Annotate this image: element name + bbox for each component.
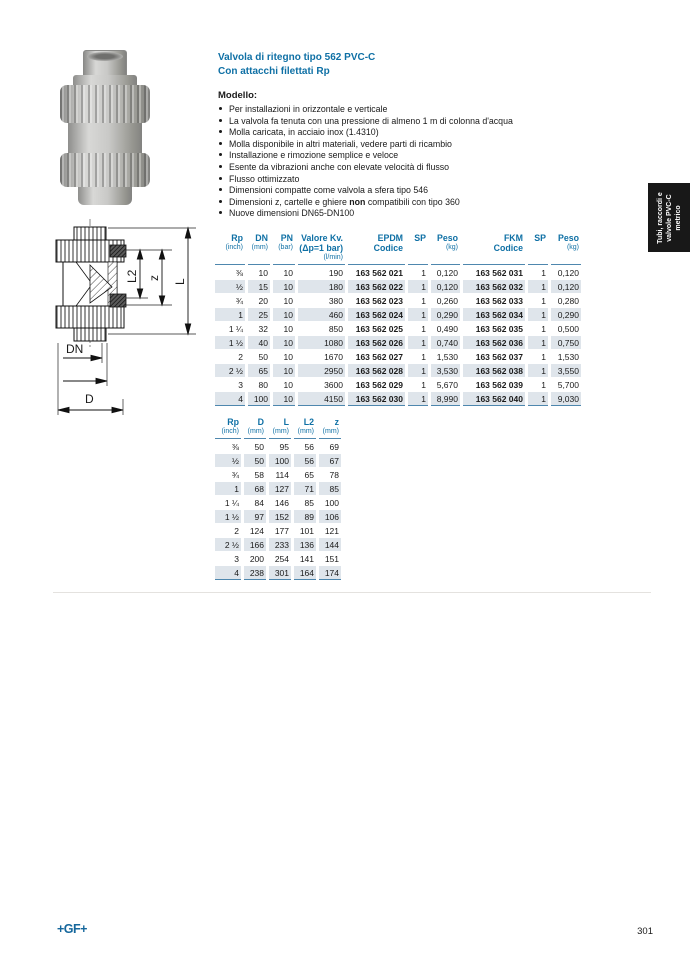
col-header-fkm-code: FKM Codice xyxy=(463,233,525,265)
table-cell: 163 562 039 xyxy=(475,379,523,390)
side-tab-line: Tubi, raccordi e xyxy=(656,191,664,244)
table-row xyxy=(215,308,581,321)
table-cell: 163 562 032 xyxy=(463,280,525,293)
col-header-sp-fkm: SP xyxy=(528,233,548,265)
table-cell: 2 ½ xyxy=(215,538,241,551)
table-cell: 1 ½ xyxy=(215,510,241,523)
table-cell: 4150 xyxy=(298,392,345,406)
table-row xyxy=(215,392,581,406)
dim-label-l2: L2 xyxy=(125,269,139,283)
bullet-icon xyxy=(219,153,222,156)
table-cell: 10 xyxy=(273,392,295,406)
table-cell: 56 xyxy=(294,454,316,467)
bullet-item xyxy=(218,197,638,209)
table-cell: 0,740 xyxy=(431,336,460,349)
bullet-icon xyxy=(219,188,222,191)
gf-logo: +GF+ xyxy=(57,922,87,936)
table-cell: 163 562 027 xyxy=(355,351,403,362)
valve-photo xyxy=(55,50,155,206)
table-cell: 97 xyxy=(244,510,266,523)
table-cell: 0,500 xyxy=(557,323,579,334)
table-cell: 1 xyxy=(541,295,546,306)
side-tab-line: valvole PVC-C xyxy=(665,193,673,242)
model-heading: Modello: xyxy=(218,90,258,101)
page-number: 301 xyxy=(637,926,653,937)
table-cell: 163 562 033 xyxy=(475,295,523,306)
table-cell: 1,530 xyxy=(436,351,458,362)
col-header-d: D (mm) xyxy=(244,417,266,439)
table-cell: 163 562 037 xyxy=(475,351,523,362)
table-cell: 0,290 xyxy=(431,308,460,321)
table-cell: 200 xyxy=(249,553,264,564)
table-cell: ¾ xyxy=(235,295,243,306)
bullet-item xyxy=(218,127,638,139)
table-cell: 25 xyxy=(248,308,270,321)
dimension-drawing xyxy=(36,219,214,421)
table-cell: 238 xyxy=(244,566,266,580)
table-cell: 50 xyxy=(244,454,266,467)
table-cell: 1 xyxy=(421,351,426,362)
table-cell: 174 xyxy=(319,566,341,580)
table-cell: 8,990 xyxy=(431,392,460,406)
bullet-text: Flusso ottimizzato xyxy=(229,173,300,184)
table-cell: 146 xyxy=(274,497,289,508)
table-cell: 50 xyxy=(258,351,268,362)
table-cell: 3 xyxy=(238,379,243,390)
table-cell: 3,530 xyxy=(431,364,460,377)
bullet-item xyxy=(218,174,638,186)
bullet-icon xyxy=(219,130,222,133)
table-cell: 10 xyxy=(273,364,295,377)
table-cell: 163 562 026 xyxy=(348,336,405,349)
table-row xyxy=(215,378,581,391)
table-row xyxy=(215,496,341,509)
col-header-peso-fkm: Peso (kg) xyxy=(551,233,581,265)
table-cell: 301 xyxy=(269,566,291,580)
table-cell: 1 xyxy=(541,351,546,362)
table-cell: 1 xyxy=(528,280,548,293)
col-header-epdm-code: EPDM Codice xyxy=(348,233,405,265)
bullet-icon xyxy=(219,119,222,122)
dim-label-l: L xyxy=(173,278,187,285)
model-bullet-list xyxy=(218,104,638,220)
table-cell: 1 xyxy=(408,392,428,406)
table-cell: 2950 xyxy=(298,364,345,377)
table-cell: 100 xyxy=(269,454,291,467)
table-cell: 121 xyxy=(324,525,339,536)
table-cell: 2 ½ xyxy=(215,364,245,377)
table-cell: 80 xyxy=(258,379,268,390)
col-header-dn: DN (mm) xyxy=(248,233,270,265)
bullet-item xyxy=(218,150,638,162)
table-row xyxy=(215,510,341,523)
table-cell: 3,550 xyxy=(551,364,581,377)
table-cell: 0,120 xyxy=(436,267,458,278)
table-cell: 151 xyxy=(324,553,339,564)
chapter-side-tab-text xyxy=(648,183,690,252)
table-cell: 9,030 xyxy=(551,392,581,406)
table-cell: 163 562 025 xyxy=(355,323,403,334)
table-cell: ⅜ xyxy=(235,267,243,278)
table-row xyxy=(215,266,581,279)
table-cell: 124 xyxy=(249,525,264,536)
table-cell: 1 xyxy=(408,364,428,377)
bullet-icon xyxy=(219,211,222,214)
table-cell: 1 xyxy=(541,379,546,390)
table-cell: 114 xyxy=(275,469,289,480)
table-row xyxy=(215,294,581,307)
table-cell: 4 xyxy=(215,566,241,580)
table-cell: 100 xyxy=(324,497,339,508)
table-row xyxy=(215,440,341,453)
table-cell: 163 562 035 xyxy=(475,323,523,334)
table-cell: 84 xyxy=(254,497,264,508)
bullet-text: Per installazioni in orizzontale e verticale xyxy=(229,104,388,114)
table-row xyxy=(215,552,341,565)
col-header-z: z (mm) xyxy=(319,417,341,439)
table-row xyxy=(215,280,581,293)
table-cell: 460 xyxy=(298,308,345,321)
bullet-icon xyxy=(219,165,222,168)
bullet-item xyxy=(218,162,638,174)
table-cell: 1 xyxy=(541,323,546,334)
bullet-icon xyxy=(219,177,222,180)
table-cell: 71 xyxy=(294,482,316,495)
table-cell: 0,290 xyxy=(551,308,581,321)
table-cell: 136 xyxy=(294,538,316,551)
dim-label-d: D xyxy=(85,392,94,406)
table-cell: 10 xyxy=(283,267,293,278)
bullet-item xyxy=(218,185,638,197)
table-row xyxy=(215,524,341,537)
table-cell: 1 xyxy=(408,336,428,349)
table-cell: 141 xyxy=(299,553,314,564)
table-cell: 3 xyxy=(234,553,239,564)
col-header-peso-epdm: Peso (kg) xyxy=(431,233,460,265)
valve-photo-union-nut-top xyxy=(60,85,150,123)
table-cell: 163 562 034 xyxy=(463,308,525,321)
table-cell: 254 xyxy=(274,553,289,564)
table-cell: 177 xyxy=(274,525,289,536)
table-cell: 10 xyxy=(283,323,293,334)
table-cell: 0,260 xyxy=(436,295,458,306)
table-cell: 1,530 xyxy=(557,351,579,362)
col-header-rp2: Rp (inch) xyxy=(215,417,241,439)
page-title-line2: Con attacchi filettati Rp xyxy=(218,66,330,77)
table-cell: 163 562 024 xyxy=(348,308,405,321)
bullet-text: Dimensioni compatte come valvola a sfera tipo 546 xyxy=(229,185,429,196)
table-cell: 166 xyxy=(244,538,266,551)
table-cell: ⅜ xyxy=(231,441,239,452)
table-cell: 100 xyxy=(248,392,270,406)
section-divider xyxy=(53,592,651,593)
table-cell: 850 xyxy=(328,323,343,334)
valve-photo-shoulder xyxy=(73,75,137,85)
valve-photo-top-pipe xyxy=(83,50,127,75)
table-cell: 1 xyxy=(528,336,548,349)
table-cell: 10 xyxy=(283,379,293,390)
dimension-table xyxy=(212,416,344,581)
table-cell: 0,490 xyxy=(436,323,458,334)
table-cell: ¾ xyxy=(231,469,239,480)
bullet-text: Esente da vibrazioni anche con elevate velocità di flusso xyxy=(229,161,450,172)
table-cell: 0,120 xyxy=(431,280,460,293)
col-header-l: L (mm) xyxy=(269,417,291,439)
table-cell: 69 xyxy=(329,441,339,452)
bullet-text: Molla caricata, in acciaio inox (1.4310) xyxy=(229,127,379,138)
table-cell: 180 xyxy=(298,280,345,293)
table-cell: 1 xyxy=(215,482,241,495)
table-cell: 1080 xyxy=(298,336,345,349)
table-cell: 20 xyxy=(258,295,268,306)
table-cell: 163 562 022 xyxy=(348,280,405,293)
order-code-table-header xyxy=(215,233,581,265)
table-cell: 1 xyxy=(528,392,548,406)
table-cell: 85 xyxy=(319,482,341,495)
table-cell: 5,670 xyxy=(436,379,458,390)
dimension-table-header xyxy=(215,417,341,439)
valve-photo-bottom-socket xyxy=(78,187,132,205)
table-cell: 163 562 021 xyxy=(355,267,403,278)
table-cell: 233 xyxy=(269,538,291,551)
table-row xyxy=(215,350,581,363)
table-cell: 68 xyxy=(244,482,266,495)
table-cell: 0,750 xyxy=(551,336,581,349)
table-cell: 32 xyxy=(258,323,268,334)
bullet-item xyxy=(218,116,638,128)
table-cell: 1670 xyxy=(324,351,343,362)
table-cell: 1 ½ xyxy=(215,336,245,349)
table-cell: 67 xyxy=(319,454,341,467)
table-cell: 85 xyxy=(304,497,314,508)
table-cell: 10 xyxy=(273,280,295,293)
table-cell: 1 xyxy=(421,323,426,334)
table-cell: 15 xyxy=(248,280,270,293)
col-header-pn: PN (bar) xyxy=(273,233,295,265)
table-cell: 127 xyxy=(269,482,291,495)
col-header-sp-epdm: SP xyxy=(408,233,428,265)
bullet-icon xyxy=(219,200,222,203)
table-cell: 65 xyxy=(248,364,270,377)
dim-label-z: z xyxy=(147,275,161,281)
table-cell: 1 xyxy=(421,295,426,306)
table-cell: 1 xyxy=(408,308,428,321)
table-cell: 163 562 028 xyxy=(348,364,405,377)
table-cell: 95 xyxy=(279,441,289,452)
table-cell: 1 xyxy=(528,308,548,321)
bullet-text: Dimensioni z, cartelle e ghiere non compatibili con tipo 360 xyxy=(229,196,460,207)
col-header-rp: Rp (inch) xyxy=(215,233,245,265)
table-cell: 2 xyxy=(238,351,243,362)
table-cell: 1 ¼ xyxy=(224,497,239,508)
table-cell: 152 xyxy=(269,510,291,523)
table-row xyxy=(215,482,341,495)
table-cell: 163 562 029 xyxy=(355,379,403,390)
table-cell: 0,120 xyxy=(551,280,581,293)
table-cell: 1 xyxy=(421,267,426,278)
table-cell: 163 562 031 xyxy=(475,267,523,278)
table-row xyxy=(215,566,341,580)
bullet-item xyxy=(218,104,638,116)
table-cell: 1 xyxy=(421,379,426,390)
valve-photo-union-nut-bottom xyxy=(60,153,150,187)
bullet-item xyxy=(218,208,638,220)
table-row xyxy=(215,454,341,467)
table-row xyxy=(215,336,581,349)
bullet-text: Installazione e rimozione semplice e veloce xyxy=(229,150,399,161)
table-cell: 144 xyxy=(319,538,341,551)
table-cell: 58 xyxy=(254,469,264,480)
table-cell: 190 xyxy=(328,267,343,278)
page-title-line1: Valvola di ritegno tipo 562 PVC-C xyxy=(218,52,376,63)
table-cell: 163 562 038 xyxy=(463,364,525,377)
table-cell: 3600 xyxy=(324,379,343,390)
table-cell: 163 562 036 xyxy=(463,336,525,349)
table-cell: 4 xyxy=(215,392,245,406)
col-header-kv: Valore Kv. (Δp=1 bar) (l/min) xyxy=(298,233,345,265)
table-cell: 106 xyxy=(319,510,341,523)
table-cell: 78 xyxy=(329,469,339,480)
table-cell: 163 562 030 xyxy=(348,392,405,406)
bullet-text: La valvola fa tenuta con una pressione di almeno 1 m di colonna d'acqua xyxy=(229,115,513,126)
table-cell: 380 xyxy=(328,295,343,306)
table-row xyxy=(215,322,581,335)
bullet-item xyxy=(218,139,638,151)
table-cell: 10 xyxy=(258,267,268,278)
table-cell: 2 xyxy=(234,525,239,536)
page-title xyxy=(218,51,375,79)
table-cell: 1 ¼ xyxy=(228,323,243,334)
table-cell: 0,120 xyxy=(557,267,579,278)
table-cell: 1 xyxy=(541,267,546,278)
table-cell: 65 xyxy=(304,469,314,480)
order-code-table xyxy=(212,232,584,407)
valve-photo-body xyxy=(68,123,142,153)
table-cell: 101 xyxy=(299,525,314,536)
table-cell: 1 xyxy=(528,364,548,377)
table-cell: 0,280 xyxy=(557,295,579,306)
col-header-l2: L2 (mm) xyxy=(294,417,316,439)
table-cell: 10 xyxy=(273,308,295,321)
table-cell: 56 xyxy=(304,441,314,452)
bullet-text: Molla disponibile in altri materiali, vedere parti di ricambio xyxy=(229,138,452,149)
chapter-side-tab xyxy=(648,183,690,252)
table-cell: 89 xyxy=(294,510,316,523)
table-cell: 50 xyxy=(254,441,264,452)
bullet-text: Nuove dimensioni DN65-DN100 xyxy=(229,208,355,219)
table-cell: 10 xyxy=(283,351,293,362)
dim-label-dn: DN xyxy=(66,342,84,356)
table-cell: 40 xyxy=(248,336,270,349)
table-cell: 163 562 040 xyxy=(463,392,525,406)
bullet-icon xyxy=(219,107,222,110)
table-row xyxy=(215,538,341,551)
table-cell: ½ xyxy=(215,454,241,467)
valve-section xyxy=(56,227,126,341)
table-cell: 5,700 xyxy=(557,379,579,390)
bullet-icon xyxy=(219,142,222,145)
table-row xyxy=(215,468,341,481)
table-cell: 1 xyxy=(215,308,245,321)
table-row xyxy=(215,364,581,377)
table-cell: 1 xyxy=(408,280,428,293)
table-cell: 10 xyxy=(283,295,293,306)
table-cell: 10 xyxy=(273,336,295,349)
side-tab-line: metrico xyxy=(674,204,682,231)
table-cell: ½ xyxy=(215,280,245,293)
table-cell: 163 562 023 xyxy=(355,295,403,306)
table-cell: 164 xyxy=(294,566,316,580)
